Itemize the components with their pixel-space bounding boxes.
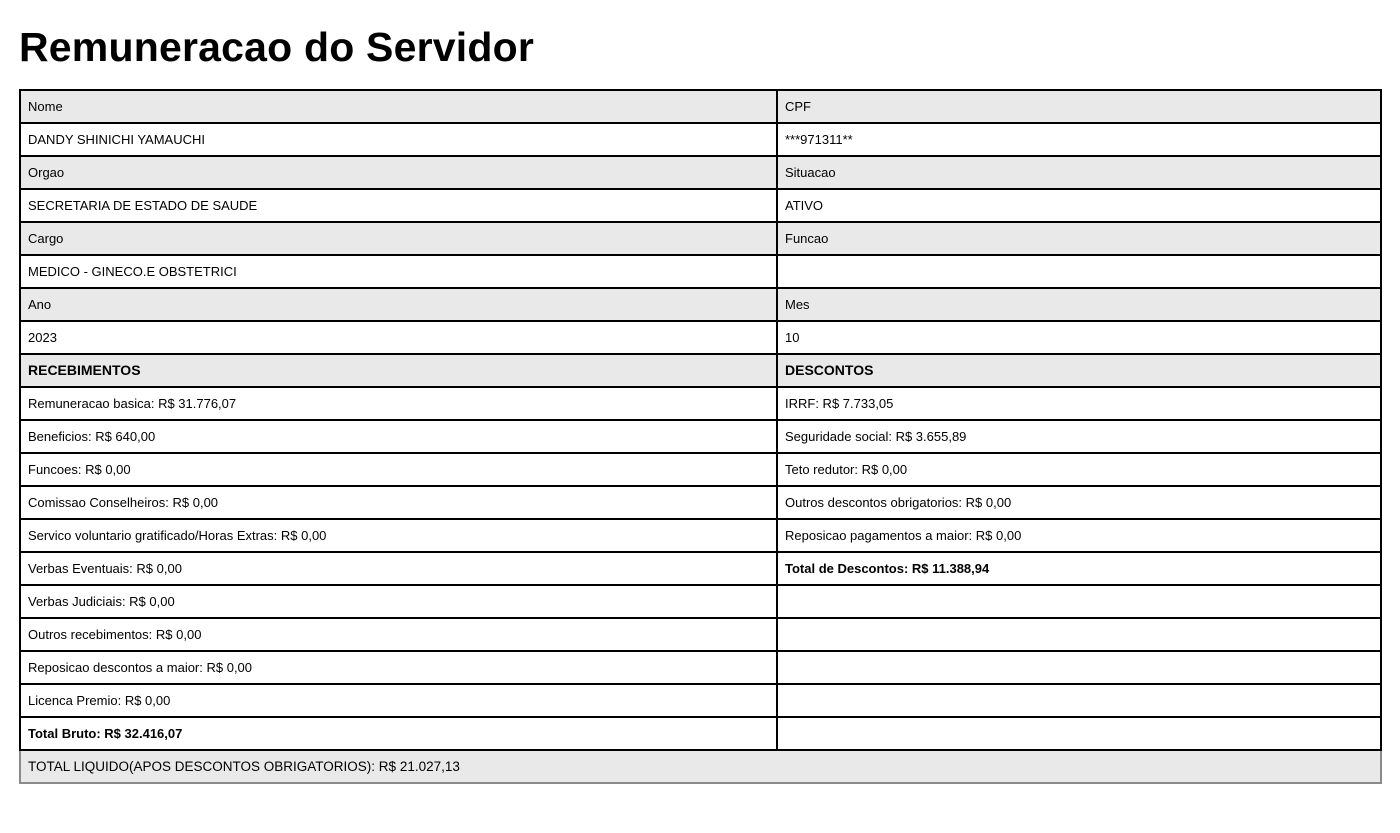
situacao-label: Situacao xyxy=(777,156,1381,189)
ano-value: 2023 xyxy=(20,321,777,354)
mes-label: Mes xyxy=(777,288,1381,321)
recebimento-item: Servico voluntario gratificado/Horas Extras: R$ 0,00 xyxy=(20,519,777,552)
table-row xyxy=(20,717,1381,750)
table-row xyxy=(20,189,1381,222)
page-title: Remuneracao do Servidor xyxy=(19,24,534,70)
desconto-item: Outros descontos obrigatorios: R$ 0,00 xyxy=(777,486,1381,519)
cargo-value: MEDICO - GINECO.E OBSTETRICI xyxy=(20,255,777,288)
table-row xyxy=(20,486,1381,519)
table-row xyxy=(20,585,1381,618)
recebimentos-header: RECEBIMENTOS xyxy=(20,354,777,387)
table-row xyxy=(20,321,1381,354)
table-row xyxy=(20,519,1381,552)
desconto-item: Reposicao pagamentos a maior: R$ 0,00 xyxy=(777,519,1381,552)
descontos-header: DESCONTOS xyxy=(777,354,1381,387)
recebimento-item: Verbas Eventuais: R$ 0,00 xyxy=(20,552,777,585)
empty-cell xyxy=(777,585,1381,618)
cpf-value: ***971311** xyxy=(777,123,1381,156)
recebimento-item: Licenca Premio: R$ 0,00 xyxy=(20,684,777,717)
cpf-label: CPF xyxy=(777,90,1381,123)
recebimento-item: Comissao Conselheiros: R$ 0,00 xyxy=(20,486,777,519)
recebimento-item: Beneficios: R$ 640,00 xyxy=(20,420,777,453)
table-row xyxy=(20,420,1381,453)
recebimento-item: Remuneracao basica: R$ 31.776,07 xyxy=(20,387,777,420)
table-row xyxy=(20,90,1381,123)
empty-cell xyxy=(777,717,1381,750)
table-row xyxy=(20,255,1381,288)
table-row xyxy=(20,453,1381,486)
total-bruto: Total Bruto: R$ 32.416,07 xyxy=(20,717,777,750)
empty-cell xyxy=(777,618,1381,651)
table-row xyxy=(20,354,1381,387)
total-descontos: Total de Descontos: R$ 11.388,94 xyxy=(777,552,1381,585)
orgao-label: Orgao xyxy=(20,156,777,189)
total-liquido: TOTAL LIQUIDO(APOS DESCONTOS OBRIGATORIOS): R$ 21.027,13 xyxy=(20,750,1381,783)
recebimento-item: Funcoes: R$ 0,00 xyxy=(20,453,777,486)
table-row xyxy=(20,156,1381,189)
recebimento-item: Reposicao descontos a maior: R$ 0,00 xyxy=(20,651,777,684)
table-row xyxy=(20,552,1381,585)
table-row xyxy=(20,288,1381,321)
funcao-value xyxy=(777,255,1381,288)
table-row xyxy=(20,222,1381,255)
nome-value: DANDY SHINICHI YAMAUCHI xyxy=(20,123,777,156)
recebimento-item: Outros recebimentos: R$ 0,00 xyxy=(20,618,777,651)
funcao-label: Funcao xyxy=(777,222,1381,255)
table-row xyxy=(20,618,1381,651)
mes-value: 10 xyxy=(777,321,1381,354)
situacao-value: ATIVO xyxy=(777,189,1381,222)
table-row xyxy=(20,684,1381,717)
table-row xyxy=(20,387,1381,420)
desconto-item: IRRF: R$ 7.733,05 xyxy=(777,387,1381,420)
table-row xyxy=(20,651,1381,684)
orgao-value: SECRETARIA DE ESTADO DE SAUDE xyxy=(20,189,777,222)
recebimento-item: Verbas Judiciais: R$ 0,00 xyxy=(20,585,777,618)
desconto-item: Seguridade social: R$ 3.655,89 xyxy=(777,420,1381,453)
cargo-label: Cargo xyxy=(20,222,777,255)
desconto-item: Teto redutor: R$ 0,00 xyxy=(777,453,1381,486)
ano-label: Ano xyxy=(20,288,777,321)
nome-label: Nome xyxy=(20,90,777,123)
remuneration-table xyxy=(19,89,1382,784)
total-liquido-row xyxy=(20,750,1381,783)
empty-cell xyxy=(777,684,1381,717)
table-row xyxy=(20,123,1381,156)
empty-cell xyxy=(777,651,1381,684)
